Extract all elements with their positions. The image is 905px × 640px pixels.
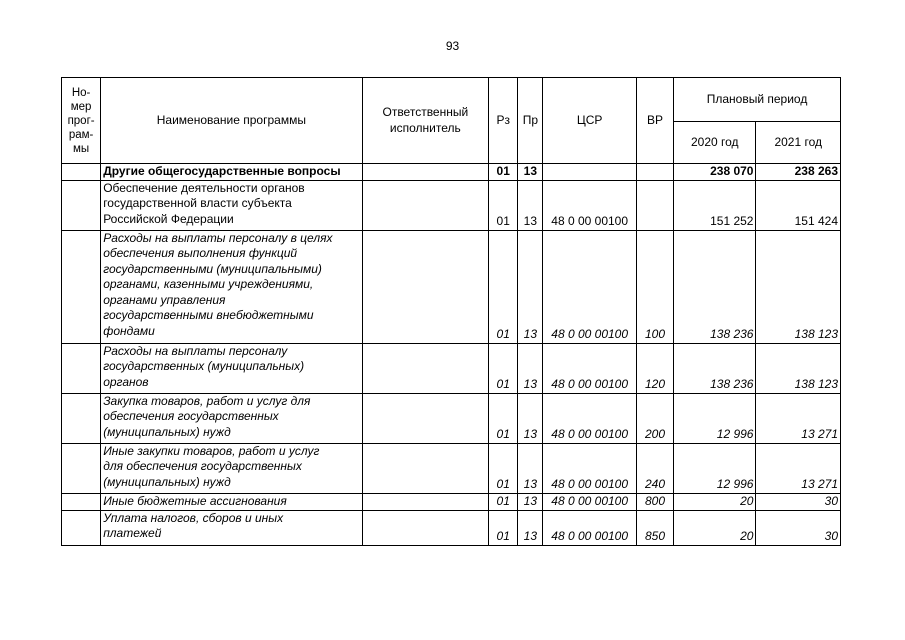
- cell-v2021: 138 123: [756, 343, 841, 393]
- header-program-name: Наименование программы: [101, 78, 362, 164]
- cell-vr: 800: [636, 493, 673, 510]
- cell-rz: 01: [489, 493, 518, 510]
- cell-rz: 01: [489, 230, 518, 343]
- cell-rz: 01: [489, 510, 518, 545]
- cell-name: Уплата налогов, сборов и иных платежей: [101, 510, 362, 545]
- cell-v2020: 151 252: [674, 180, 756, 230]
- cell-csr: 48 0 00 00100: [543, 393, 636, 443]
- cell-pr: 13: [518, 230, 543, 343]
- header-planning-period: Плановый период: [674, 78, 841, 122]
- cell-num: [62, 343, 101, 393]
- header-csr: ЦСР: [543, 78, 636, 164]
- cell-name: Обеспечение деятельности органов государственной власти субъекта Российской Федерации: [101, 180, 362, 230]
- cell-rz: 01: [489, 443, 518, 493]
- cell-pr: 13: [518, 493, 543, 510]
- cell-vr: 850: [636, 510, 673, 545]
- cell-name: Расходы на выплаты персоналу в целях обеспечения выполнения функций государственными (муниципальными) органами, казенными учреждениями, органами управления государственными внебюджетными фондами: [101, 230, 362, 343]
- cell-csr: 48 0 00 00100: [543, 493, 636, 510]
- cell-rz: 01: [489, 343, 518, 393]
- header-pr: Пр: [518, 78, 543, 164]
- header-year-2020: 2020 год: [674, 122, 756, 164]
- cell-exec: [362, 443, 489, 493]
- cell-v2020: 138 236: [674, 230, 756, 343]
- cell-name: Иные закупки товаров, работ и услуг для обеспечения государственных (муниципальных) нужд: [101, 443, 362, 493]
- table-row: [62, 343, 841, 393]
- cell-vr: 120: [636, 343, 673, 393]
- header-row-1: [62, 78, 841, 122]
- table-row: [62, 510, 841, 545]
- cell-v2020: 138 236: [674, 343, 756, 393]
- cell-v2020: 20: [674, 493, 756, 510]
- cell-pr: 13: [518, 343, 543, 393]
- cell-v2020: 20: [674, 510, 756, 545]
- cell-name: Другие общегосударственные вопросы: [101, 164, 362, 181]
- cell-rz: 01: [489, 164, 518, 181]
- cell-exec: [362, 493, 489, 510]
- page-number: 93: [445, 39, 460, 53]
- cell-pr: 13: [518, 393, 543, 443]
- cell-v2021: 13 271: [756, 393, 841, 443]
- cell-csr: [543, 164, 636, 181]
- cell-name: Иные бюджетные ассигнования: [101, 493, 362, 510]
- cell-exec: [362, 164, 489, 181]
- cell-csr: 48 0 00 00100: [543, 343, 636, 393]
- header-responsible-executor: Ответственный исполнитель: [362, 78, 489, 164]
- cell-csr: 48 0 00 00100: [543, 230, 636, 343]
- cell-pr: 13: [518, 510, 543, 545]
- cell-v2021: 151 424: [756, 180, 841, 230]
- cell-num: [62, 230, 101, 343]
- table-row: [62, 180, 841, 230]
- cell-num: [62, 510, 101, 545]
- cell-exec: [362, 343, 489, 393]
- cell-name: Расходы на выплаты персоналу государственных (муниципальных) органов: [101, 343, 362, 393]
- header-year-2021: 2021 год: [756, 122, 841, 164]
- cell-num: [62, 164, 101, 181]
- header-program-number: Но- мер прог- рам- мы: [62, 78, 101, 164]
- cell-name: Закупка товаров, работ и услуг для обеспечения государственных (муниципальных) нужд: [101, 393, 362, 443]
- cell-exec: [362, 393, 489, 443]
- cell-num: [62, 443, 101, 493]
- table-row: [62, 493, 841, 510]
- cell-v2020: 12 996: [674, 443, 756, 493]
- cell-vr: [636, 164, 673, 181]
- cell-pr: 13: [518, 164, 543, 181]
- cell-exec: [362, 230, 489, 343]
- cell-vr: 200: [636, 393, 673, 443]
- cell-num: [62, 493, 101, 510]
- cell-v2020: 238 070: [674, 164, 756, 181]
- cell-num: [62, 393, 101, 443]
- cell-rz: 01: [489, 180, 518, 230]
- cell-v2021: 13 271: [756, 443, 841, 493]
- cell-csr: 48 0 00 00100: [543, 443, 636, 493]
- table-row: [62, 443, 841, 493]
- cell-csr: 48 0 00 00100: [543, 180, 636, 230]
- table-row: [62, 230, 841, 343]
- cell-exec: [362, 510, 489, 545]
- header-vr: ВР: [636, 78, 673, 164]
- cell-v2020: 12 996: [674, 393, 756, 443]
- cell-num: [62, 180, 101, 230]
- cell-csr: 48 0 00 00100: [543, 510, 636, 545]
- cell-v2021: 138 123: [756, 230, 841, 343]
- cell-vr: [636, 180, 673, 230]
- table-row: [62, 393, 841, 443]
- cell-v2021: 30: [756, 510, 841, 545]
- cell-rz: 01: [489, 393, 518, 443]
- cell-vr: 240: [636, 443, 673, 493]
- cell-pr: 13: [518, 180, 543, 230]
- cell-exec: [362, 180, 489, 230]
- cell-v2021: 30: [756, 493, 841, 510]
- table-row: [62, 164, 841, 181]
- header-rz: Рз: [489, 78, 518, 164]
- cell-vr: 100: [636, 230, 673, 343]
- budget-table: [61, 77, 841, 546]
- cell-v2021: 238 263: [756, 164, 841, 181]
- cell-pr: 13: [518, 443, 543, 493]
